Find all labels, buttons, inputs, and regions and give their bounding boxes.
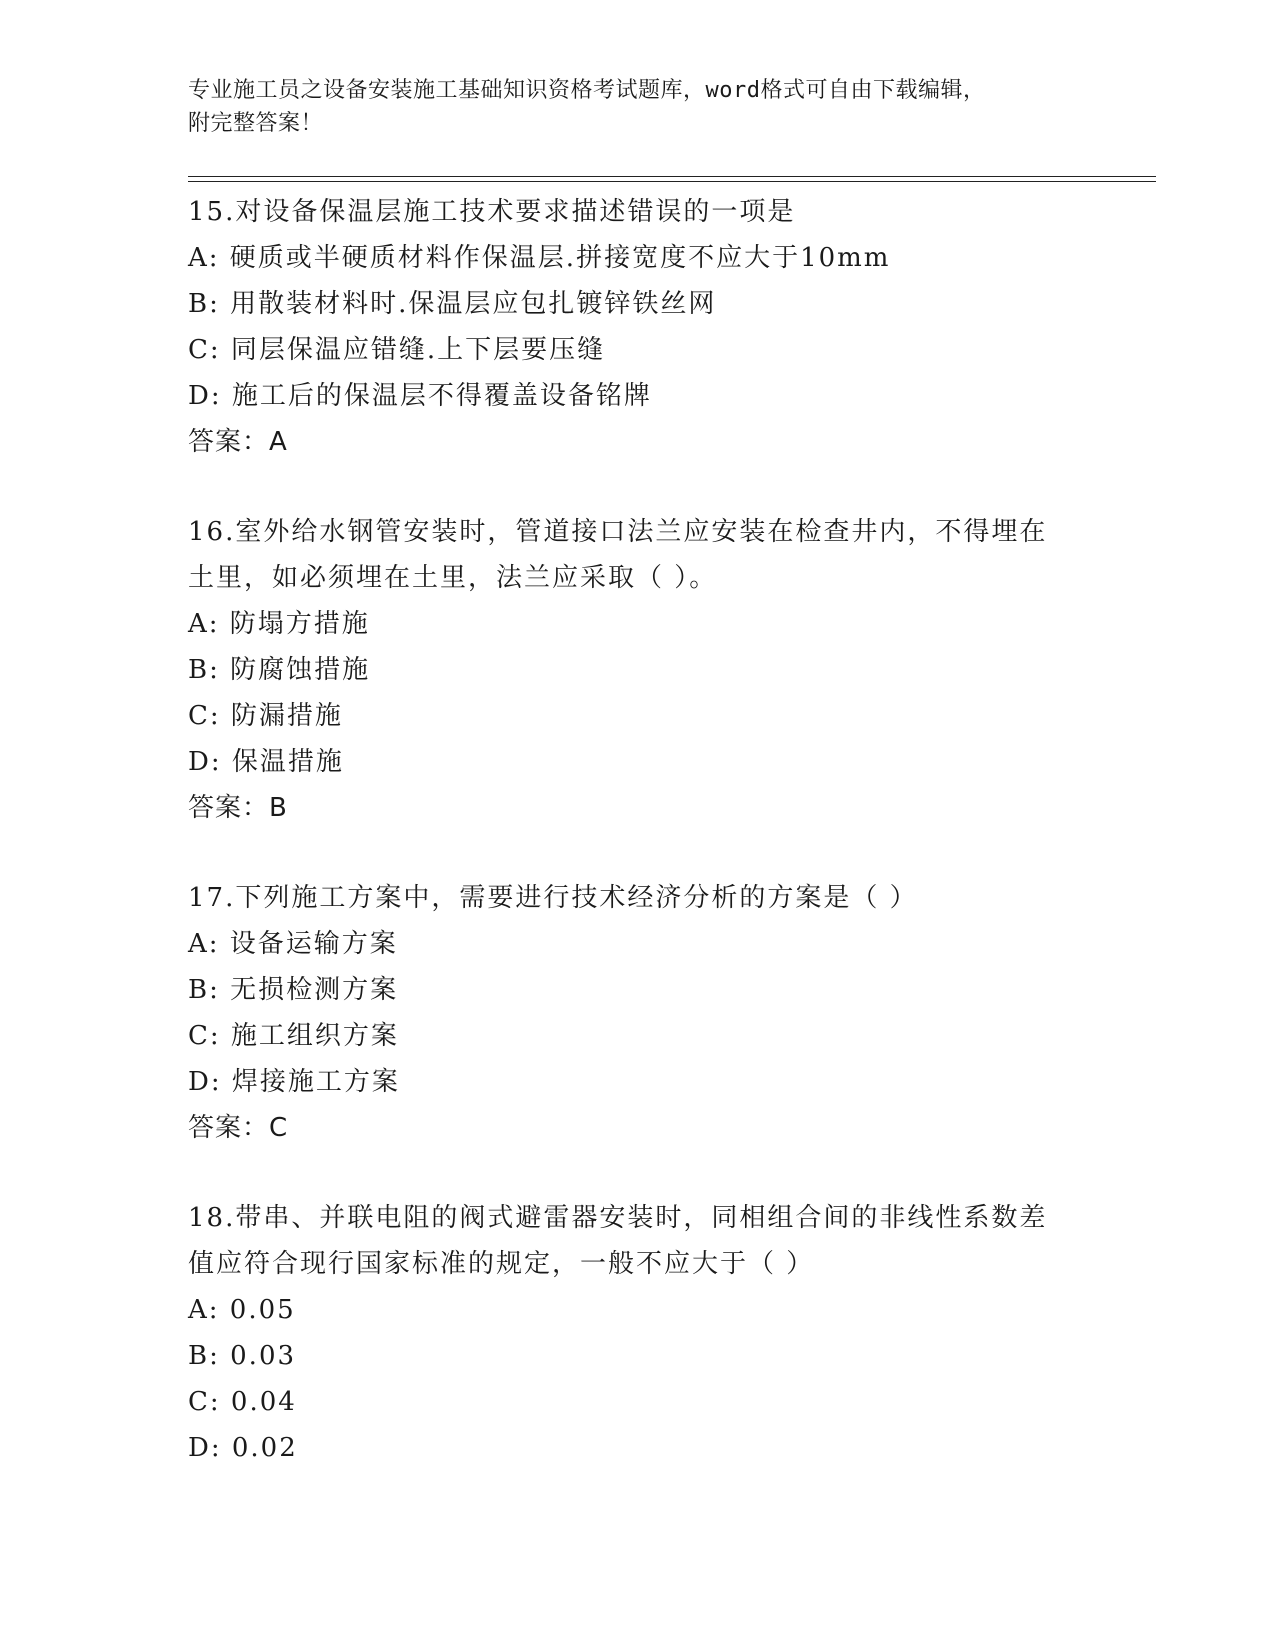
option-b: B: 0.03 <box>188 1341 297 1371</box>
header-divider-bottom <box>188 181 1156 182</box>
option-c: C: 0.04 <box>188 1387 297 1417</box>
option-d: D: 0.02 <box>188 1433 298 1463</box>
question-stem-line-1: 16.室外给水钢管安装时，管道接口法兰应安装在检查井内，不得埋在 <box>188 517 1048 547</box>
question-18 <box>188 1195 1088 1471</box>
header-divider-top <box>188 176 1156 177</box>
option-b: B: 用散装材料时.保温层应包扎镀锌铁丝网 <box>188 289 717 319</box>
option-d: D: 焊接施工方案 <box>188 1067 400 1097</box>
question-16 <box>188 509 1088 831</box>
option-d: D: 保温措施 <box>188 747 344 777</box>
option-a: A: 防塌方措施 <box>188 609 370 639</box>
answer-label: 答案：C <box>188 1113 289 1143</box>
question-stem: 17.下列施工方案中，需要进行技术经济分析的方案是（ ） <box>188 883 918 913</box>
option-b: B: 无损检测方案 <box>188 975 399 1005</box>
option-d: D: 施工后的保温层不得覆盖设备铭牌 <box>188 381 652 411</box>
question-stem: 15.对设备保温层施工技术要求描述错误的一项是 <box>188 197 796 227</box>
question-17 <box>188 875 1088 1151</box>
document-header <box>188 74 1068 140</box>
header-line-2: 附完整答案！ <box>188 111 324 136</box>
question-stem-line-2: 值应符合现行国家标准的规定，一般不应大于（ ） <box>188 1249 815 1279</box>
question-stem-line-2: 土里，如必须埋在土里，法兰应采取（ ）。 <box>188 563 718 593</box>
question-15 <box>188 189 1088 465</box>
option-b: B: 防腐蚀措施 <box>188 655 371 685</box>
option-c: C: 同层保温应错缝.上下层要压缝 <box>188 335 606 365</box>
option-a: A: 设备运输方案 <box>188 929 398 959</box>
question-stem-line-1: 18.带串、并联电阻的阀式避雷器安装时，同相组合间的非线性系数差 <box>188 1203 1048 1233</box>
option-c: C: 施工组织方案 <box>188 1021 399 1051</box>
answer-label: 答案：B <box>188 793 288 823</box>
option-a: A: 硬质或半硬质材料作保温层.拼接宽度不应大于10mm <box>188 243 891 273</box>
option-a: A: 0.05 <box>188 1295 296 1325</box>
answer-label: 答案：A <box>188 427 288 457</box>
header-line-1: 专业施工员之设备安装施工基础知识资格考试题库，word格式可自由下载编辑， <box>188 78 986 103</box>
option-c: C: 防漏措施 <box>188 701 343 731</box>
